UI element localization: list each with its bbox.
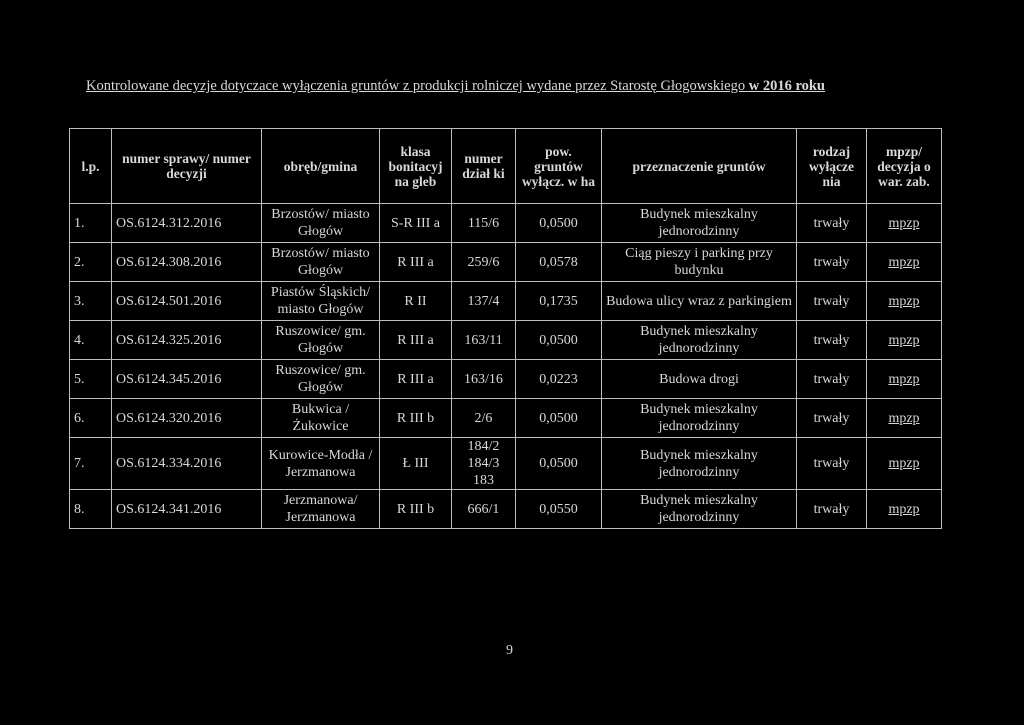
cell-purpose: Budynek mieszkalny jednorodzinny	[602, 490, 797, 529]
cell-lp: 8.	[70, 490, 112, 529]
document-title	[86, 78, 846, 95]
cell-plot: 115/6	[452, 204, 516, 243]
cell-case: OS.6124.325.2016	[112, 321, 262, 360]
cell-area: Brzostów/ miasto Głogów	[262, 204, 380, 243]
cell-case: OS.6124.308.2016	[112, 243, 262, 282]
cell-lp: 6.	[70, 399, 112, 438]
cell-type: trwały	[797, 399, 867, 438]
decisions-table	[69, 128, 942, 529]
table-row	[70, 399, 942, 438]
cell-purpose: Budowa drogi	[602, 360, 797, 399]
cell-plot: 666/1	[452, 490, 516, 529]
cell-decision: mpzp	[867, 360, 942, 399]
header-case: numer sprawy/ numer decyzji	[112, 129, 262, 204]
cell-case: OS.6124.501.2016	[112, 282, 262, 321]
cell-size: 0,0500	[516, 438, 602, 490]
title-year: w 2016 roku	[748, 78, 825, 94]
header-plot: numer dział ki	[452, 129, 516, 204]
cell-case: OS.6124.320.2016	[112, 399, 262, 438]
header-area: obręb/gmina	[262, 129, 380, 204]
table-row	[70, 360, 942, 399]
cell-purpose: Budynek mieszkalny jednorodzinny	[602, 204, 797, 243]
cell-lp: 2.	[70, 243, 112, 282]
cell-area: Brzostów/ miasto Głogów	[262, 243, 380, 282]
header-type: rodzaj wyłącze nia	[797, 129, 867, 204]
cell-purpose: Budowa ulicy wraz z parkingiem	[602, 282, 797, 321]
cell-purpose: Budynek mieszkalny jednorodzinny	[602, 438, 797, 490]
page-number: 9	[506, 643, 513, 658]
cell-soil: Ł III	[380, 438, 452, 490]
cell-type: trwały	[797, 243, 867, 282]
cell-size: 0,0500	[516, 399, 602, 438]
cell-decision: mpzp	[867, 321, 942, 360]
cell-case: OS.6124.345.2016	[112, 360, 262, 399]
table-row	[70, 321, 942, 360]
cell-plot: 137/4	[452, 282, 516, 321]
cell-lp: 7.	[70, 438, 112, 490]
cell-lp: 5.	[70, 360, 112, 399]
cell-type: trwały	[797, 360, 867, 399]
cell-case: OS.6124.334.2016	[112, 438, 262, 490]
cell-type: trwały	[797, 490, 867, 529]
cell-decision: mpzp	[867, 399, 942, 438]
cell-decision: mpzp	[867, 490, 942, 529]
cell-area: Kurowice-Modła / Jerzmanowa	[262, 438, 380, 490]
cell-area: Jerzmanowa/ Jerzmanowa	[262, 490, 380, 529]
cell-decision: mpzp	[867, 204, 942, 243]
header-decision: mpzp/ decyzja o war. zab.	[867, 129, 942, 204]
cell-size: 0,0223	[516, 360, 602, 399]
cell-type: trwały	[797, 321, 867, 360]
header-purpose: przeznaczenie gruntów	[602, 129, 797, 204]
table-row	[70, 243, 942, 282]
cell-area: Bukwica / Żukowice	[262, 399, 380, 438]
cell-size: 0,0578	[516, 243, 602, 282]
cell-plot: 2/6	[452, 399, 516, 438]
cell-purpose: Budynek mieszkalny jednorodzinny	[602, 321, 797, 360]
cell-size: 0,0550	[516, 490, 602, 529]
cell-soil: R III b	[380, 399, 452, 438]
cell-lp: 4.	[70, 321, 112, 360]
table-row	[70, 490, 942, 529]
cell-area: Piastów Śląskich/ miasto Głogów	[262, 282, 380, 321]
cell-soil: S-R III a	[380, 204, 452, 243]
cell-soil: R II	[380, 282, 452, 321]
cell-type: trwały	[797, 204, 867, 243]
cell-plot: 163/11	[452, 321, 516, 360]
cell-plot: 259/6	[452, 243, 516, 282]
header-size: pow. gruntów wyłącz. w ha	[516, 129, 602, 204]
table-row	[70, 438, 942, 490]
cell-purpose: Ciąg pieszy i parking przy budynku	[602, 243, 797, 282]
table-row	[70, 282, 942, 321]
cell-case: OS.6124.341.2016	[112, 490, 262, 529]
cell-plot: 184/2 184/3 183	[452, 438, 516, 490]
cell-lp: 3.	[70, 282, 112, 321]
header-lp: l.p.	[70, 129, 112, 204]
cell-soil: R III a	[380, 360, 452, 399]
table-row	[70, 204, 942, 243]
cell-size: 0,1735	[516, 282, 602, 321]
cell-soil: R III a	[380, 321, 452, 360]
header-soil: klasa bonitacyj na gleb	[380, 129, 452, 204]
cell-area: Ruszowice/ gm. Głogów	[262, 360, 380, 399]
cell-soil: R III b	[380, 490, 452, 529]
cell-area: Ruszowice/ gm. Głogów	[262, 321, 380, 360]
cell-decision: mpzp	[867, 282, 942, 321]
cell-type: trwały	[797, 438, 867, 490]
cell-decision: mpzp	[867, 243, 942, 282]
cell-lp: 1.	[70, 204, 112, 243]
cell-size: 0,0500	[516, 204, 602, 243]
title-text: Kontrolowane decyzje dotyczace wyłączenia gruntów z produkcji rolniczej wydane przez Starostę Głogowskiego	[86, 78, 746, 94]
cell-type: trwały	[797, 282, 867, 321]
cell-purpose: Budynek mieszkalny jednorodzinny	[602, 399, 797, 438]
cell-plot: 163/16	[452, 360, 516, 399]
cell-size: 0,0500	[516, 321, 602, 360]
header-row	[70, 129, 942, 204]
cell-soil: R III a	[380, 243, 452, 282]
cell-decision: mpzp	[867, 438, 942, 490]
cell-case: OS.6124.312.2016	[112, 204, 262, 243]
